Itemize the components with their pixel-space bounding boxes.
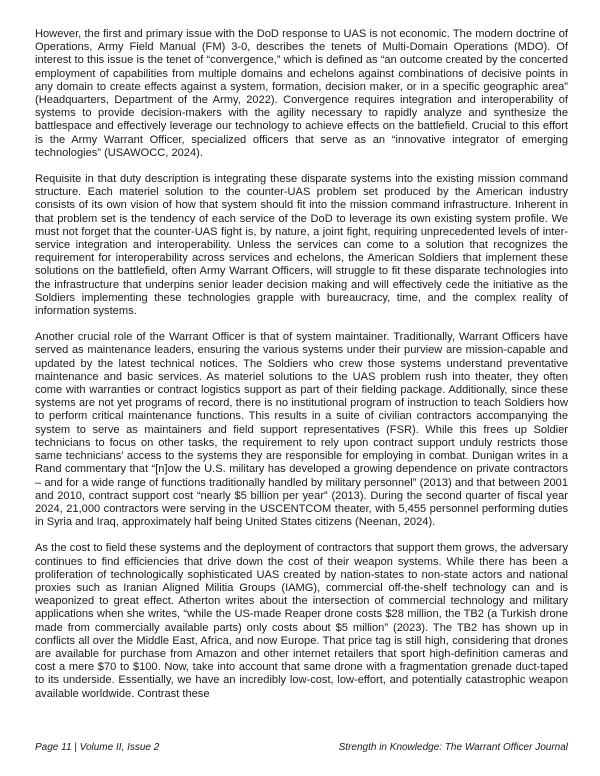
paragraph: Another crucial role of the Warrant Officer is that of system maintainer. Traditionally, Warrant Officers have served as maintenance leaders, ensuring the various systems under their purview are mission-capable and updated by the latest technical notices. The Soldiers who crew those systems understand preventative maintenance and basic services. As materiel solutions to the UAS problem rush into theater, they often come with warranties or contract logistics support as part of their fielding package. Additionally, since these systems are not yet programs of record, there is no institutional program of instruction to teach Soldiers how to perform critical maintenance functions. This results in a suite of civilian contractors accompanying the system to serve as maintainers and field support representatives (FSR). While this frees up Soldier technicians to focus on other tasks, the requirement to rely upon contract support unduly restricts those same technicians’ access to the systems they are responsible for employing in combat. Dunigan writes in a Rand commentary that “[n]ow the U.S. military has developed a growing dependence on private contractors – and for a wide range of functions traditionally handled by military personnel” (2013) and that between 2001 and 2010, contract support cost “nearly $5 billion per year” (2013). During the second quarter of fiscal year 2024, 21,000 contractors were serving in the USCENTCOM theater, with 5,455 personnel performing duties in Syria and Iraq, approximately half being United States citizens (Neenan, 2024). <box>35 331 568 529</box>
page-footer <box>35 742 568 753</box>
paragraph: As the cost to field these systems and the deployment of contractors that support them grows, the adversary continues to find efficiencies that drive down the cost of their weapon systems. While there has been a proliferation of technologically sophisticated UAS created by nation-states to non-state actors and national proxies such as Iranian Aligned Militia Groups (IAMG), commercial off-the-shelf technology can and is weaponized to great effect. Atherton writes about the intersection of commercial technology and military applications when she writes, “while the US-made Reaper drone costs $28 million, the TB2 (a Turkish drone made from commercially available parts) only costs about $5 million” (2023). The TB2 has shown up in conflicts all over the Middle East, Africa, and now Europe. That price tag is still high, considering that drones are available for purchase from Amazon and other internet retailers that sport high-definition cameras and cost a mere $70 to $100. Now, take into account that same drone with a fragmentation grenade duct-taped to its underside. Essentially, we have an incredibly low-cost, low-effort, and potentially catastrophic weapon available worldwide. Contrast these <box>35 542 568 700</box>
footer-journal-title: Strength in Knowledge: The Warrant Officer Journal <box>338 742 568 753</box>
paragraph: However, the first and primary issue with the DoD response to UAS is not economic. The modern doctrine of Operations, Army Field Manual (FM) 3-0, describes the tenets of Multi-Domain Operations (MDO). Of interest to this issue is the tenet of “convergence,” which is defined as “an outcome created by the concerted employment of capabilities from multiple domains and echelons against combinations of decisive points in any domain to create effects against a system, formation, decision maker, or in a specific geographic area” (Headquarters, Department of the Army, 2022). Convergence requires integration and interoperability of systems to provide decision-makers with the agility necessary to rapidly analyze and synthesize the battlespace and effectively leverage our technology to achieve effects on the battlefield. Crucial to this effort is the Army Warrant Officer, specialized officers that serve as an “innovative integrator of emerging technologies” (USAWOCC, 2024). <box>35 28 568 159</box>
footer-page-info: Page 11 | Volume II, Issue 2 <box>35 742 160 753</box>
paragraph: Requisite in that duty description is integrating these disparate systems into the existing mission command structure. Each materiel solution to the counter-UAS problem set produced by the American industry consists of its own vision of how that system should fit into the mission command infrastructure. Inherent in that problem set is the tendency of each service of the DoD to leverage its own existing system profile. We must not forget that the counter-UAS fight is, by nature, a joint fight, requiring unprecedented levels of inter-service integration and interoperability. Unless the services can come to a solution that recognizes the requirement for interoperability across services and echelons, the American Soldiers that implement these solutions on the battlefield, often Army Warrant Officers, will struggle to fit these disparate technologies into the infrastructure that underpins senior leader decision making and will effectively cede the initiative as the Soldiers implementing these technologies grapple with bureaucracy, time, and the complex reality of information systems. <box>35 173 568 318</box>
